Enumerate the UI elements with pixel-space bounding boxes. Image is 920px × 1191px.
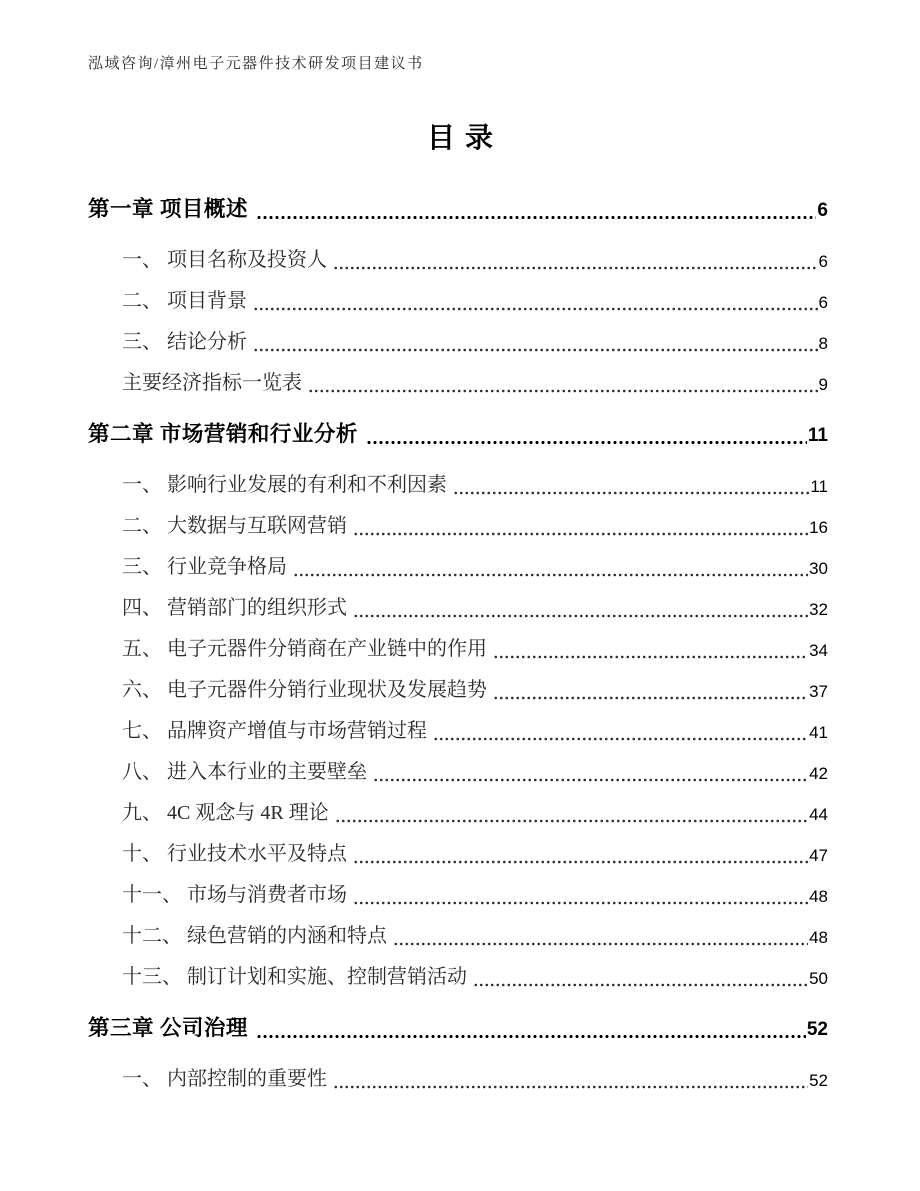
toc-entry-label: 七、 品牌资产增值与市场营销过程	[122, 720, 427, 742]
toc-entry-page-number: 8	[818, 334, 828, 353]
toc-entry-label: 二、 大数据与互联网营销	[122, 515, 347, 537]
toc-entry-label: 十一、 市场与消费者市场	[122, 884, 347, 906]
toc-entry-item[interactable]	[122, 544, 828, 585]
toc-entry-item[interactable]	[122, 831, 828, 872]
toc-entry-page-number: 48	[809, 928, 828, 947]
toc-entry-page-number: 32	[809, 600, 828, 619]
toc-entry-item[interactable]	[122, 585, 828, 626]
toc-entry-label: 十三、 制订计划和实施、控制营销活动	[122, 966, 467, 988]
toc-entry-label: 一、 内部控制的重要性	[122, 1068, 327, 1090]
toc-entry-page-number: 16	[809, 518, 828, 537]
toc-entry-page-number: 6	[818, 252, 828, 271]
toc-dot-leader	[373, 778, 808, 782]
toc-entry-label: 八、 进入本行业的主要壁垒	[122, 761, 367, 783]
toc-entry-page-number: 41	[809, 723, 828, 742]
toc-entry-page-number: 37	[809, 682, 828, 701]
toc-entry-item[interactable]	[122, 667, 828, 708]
toc-entry-page-number: 52	[809, 1071, 828, 1090]
toc-entry-page-number: 30	[809, 559, 828, 578]
toc-dot-leader	[353, 860, 808, 864]
toc-dot-leader	[353, 614, 808, 618]
toc-entry-label: 十二、 绿色营销的内涵和特点	[122, 925, 387, 947]
toc-entry-label: 四、 营销部门的组织形式	[122, 597, 347, 619]
toc-dot-leader	[393, 942, 808, 946]
toc-entry-label: 主要经济指标一览表	[122, 372, 302, 394]
toc-entry-item[interactable]	[122, 708, 828, 749]
toc-entry-item[interactable]	[122, 503, 828, 544]
toc-entry-label: 第三章 公司治理	[88, 1015, 248, 1040]
toc-entry-chapter[interactable]	[88, 186, 828, 227]
toc-entry-page-number: 34	[809, 641, 828, 660]
toc-dot-leader	[493, 696, 808, 700]
toc-entry-item[interactable]	[122, 237, 828, 278]
toc-dot-leader	[333, 266, 818, 270]
toc-entry-chapter[interactable]	[88, 1005, 828, 1046]
toc-dot-leader	[333, 1085, 808, 1089]
toc-entry-item[interactable]	[122, 278, 828, 319]
toc-dot-leader	[293, 573, 808, 577]
toc-entry-page-number: 42	[809, 764, 828, 783]
toc-entry-label: 三、 结论分析	[122, 331, 247, 353]
toc-entry-item[interactable]	[122, 1056, 828, 1097]
toc-entry-page-number: 50	[809, 969, 828, 988]
toc-dot-leader	[256, 1034, 806, 1039]
toc-entry-label: 第一章 项目概述	[88, 196, 248, 221]
toc-entry-label: 第二章 市场营销和行业分析	[88, 421, 358, 446]
toc-dot-leader	[353, 532, 808, 536]
toc-entry-label: 一、 影响行业发展的有利和不利因素	[122, 474, 447, 496]
toc-dot-leader	[473, 983, 808, 987]
toc-entry-label: 一、 项目名称及投资人	[122, 249, 327, 271]
toc-entry-page-number: 48	[809, 887, 828, 906]
toc-dot-leader	[353, 901, 808, 905]
toc-entry-label: 六、 电子元器件分销行业现状及发展趋势	[122, 679, 487, 701]
toc-entry-label: 五、 电子元器件分销商在产业链中的作用	[122, 638, 487, 660]
toc-dot-leader	[256, 215, 817, 220]
toc-dot-leader	[453, 491, 809, 495]
toc-entry-item[interactable]	[122, 462, 828, 503]
page-title: 目录	[426, 123, 503, 154]
toc-entry-page-number: 11	[807, 425, 828, 446]
toc-entry-item[interactable]	[122, 790, 828, 831]
toc-entry-page-number: 9	[818, 375, 828, 394]
toc-entry-page-number: 11	[810, 477, 828, 496]
toc-entry-page-number: 47	[809, 846, 828, 865]
toc-entry-item[interactable]	[122, 319, 828, 360]
toc-dot-leader	[433, 737, 808, 741]
toc-dot-leader	[366, 440, 807, 445]
document-header-text: 泓域咨询/漳州电子元器件技术研发项目建议书	[88, 56, 424, 72]
toc-entry-label: 二、 项目背景	[122, 290, 247, 312]
toc-dot-leader	[253, 307, 818, 311]
toc-entry-item[interactable]	[122, 913, 828, 954]
toc-dot-leader	[308, 389, 818, 393]
toc-entry-label: 九、 4C 观念与 4R 理论	[122, 802, 329, 824]
toc-entry-item[interactable]	[122, 954, 828, 995]
toc-entry-item[interactable]	[122, 360, 828, 401]
toc-entry-page-number: 52	[806, 1019, 828, 1040]
toc-entry-item[interactable]	[122, 626, 828, 667]
toc-dot-leader	[253, 348, 818, 352]
table-of-contents	[88, 176, 828, 1097]
toc-entry-label: 十、 行业技术水平及特点	[122, 843, 347, 865]
toc-entry-item[interactable]	[122, 872, 828, 913]
toc-entry-chapter[interactable]	[88, 411, 828, 452]
toc-entry-item[interactable]	[122, 749, 828, 790]
toc-entry-label: 三、 行业竞争格局	[122, 556, 287, 578]
toc-entry-page-number: 6	[817, 200, 828, 221]
toc-entry-page-number: 6	[818, 293, 828, 312]
toc-dot-leader	[335, 819, 808, 823]
toc-entry-page-number: 44	[809, 805, 828, 824]
toc-dot-leader	[493, 655, 808, 659]
